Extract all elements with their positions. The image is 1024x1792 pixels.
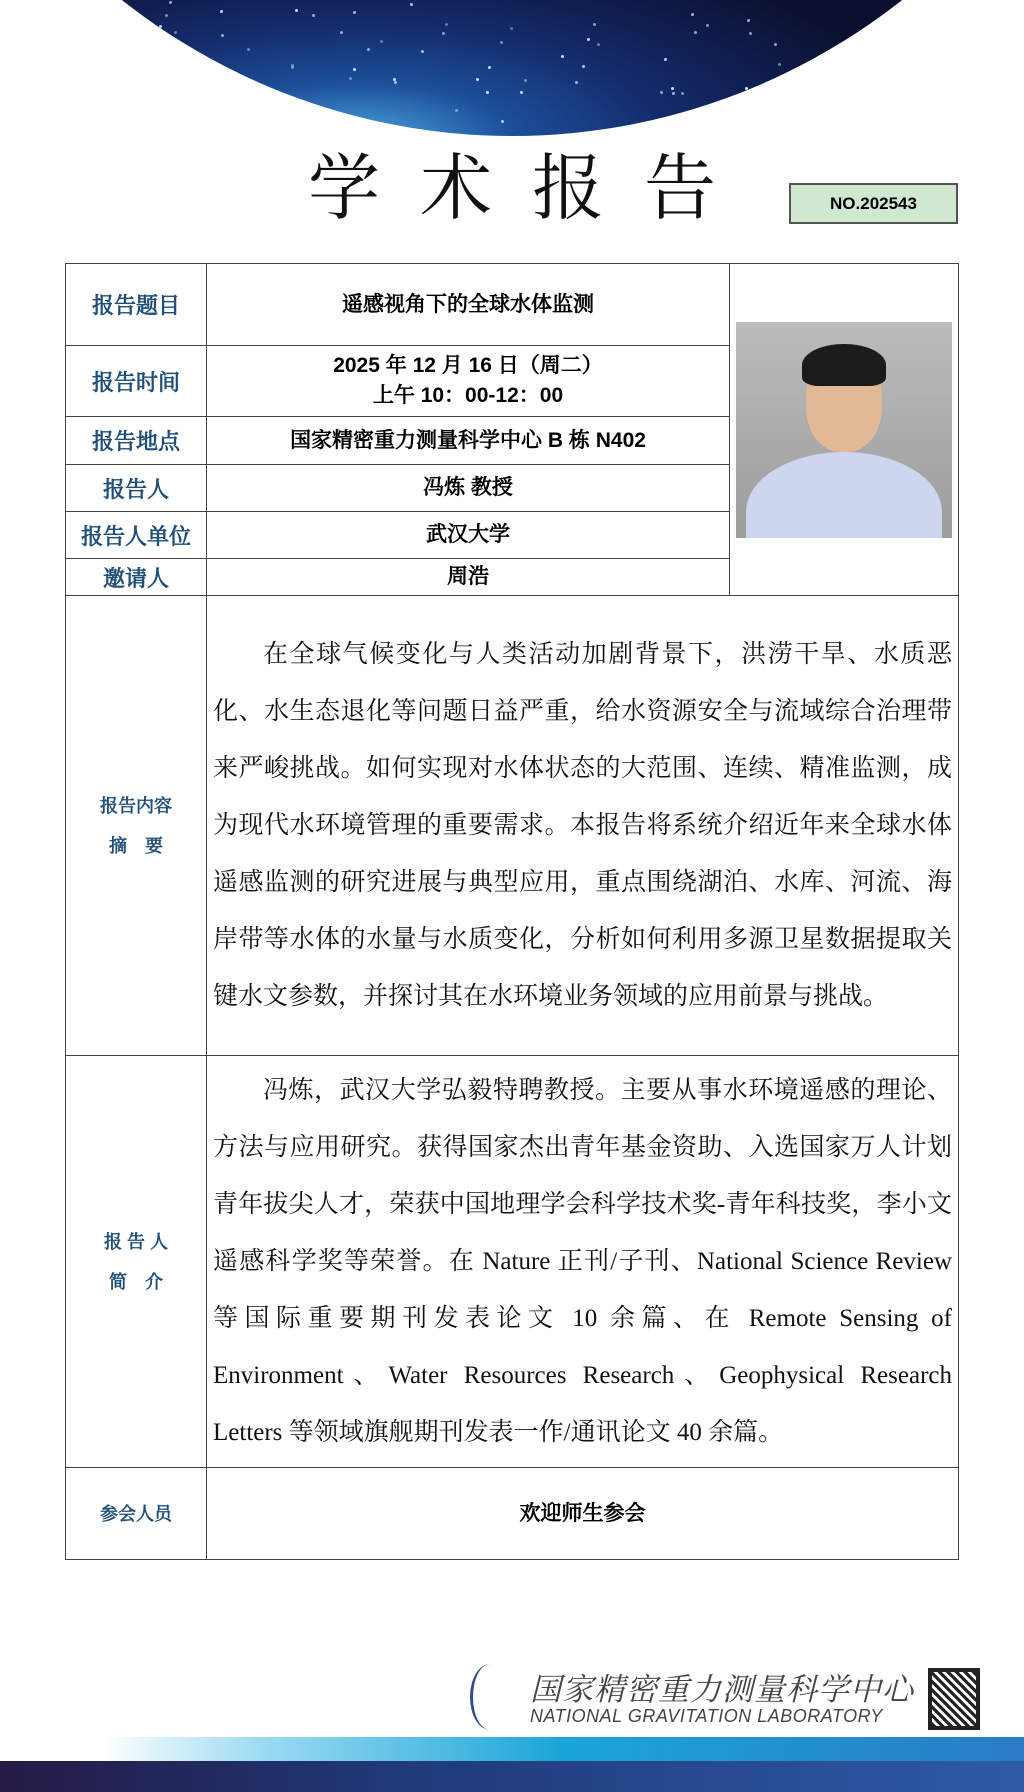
star: [442, 32, 445, 35]
star: [421, 50, 424, 53]
org-name-cn: 国家精密重力测量科学中心: [530, 1672, 914, 1707]
star: [286, 116, 289, 119]
star: [380, 40, 383, 43]
star: [187, 72, 190, 75]
star: [671, 87, 674, 90]
star: [788, 95, 791, 98]
value-date: 2025 年 12 月 16 日（周二）: [333, 354, 603, 377]
star: [220, 10, 223, 13]
row-bio: [66, 1056, 959, 1468]
star: [312, 14, 315, 17]
star: [660, 91, 663, 94]
label-time: 报告时间: [66, 346, 207, 417]
value-location: 国家精密重力测量科学中心 B 栋 N402: [207, 417, 730, 465]
value-hours: 上午 10：00-12：00: [372, 384, 564, 407]
footer-band-light: [0, 1737, 1024, 1761]
star: [394, 81, 397, 84]
value-attendees: 欢迎师生参会: [207, 1468, 959, 1560]
star: [747, 19, 750, 22]
abstract-text: [207, 596, 959, 1056]
star: [962, 109, 965, 112]
logo-arc-icon: [470, 1664, 510, 1730]
star: [10, 7, 13, 10]
star: [122, 110, 125, 113]
star: [524, 79, 527, 82]
label-bio-line1: 报 告 人: [103, 1231, 168, 1252]
star: [221, 34, 224, 37]
star: [520, 91, 523, 94]
star: [295, 111, 298, 114]
label-bio: [66, 1056, 207, 1468]
star: [87, 117, 90, 120]
star: [943, 17, 946, 20]
label-affiliation: 报告人单位: [66, 512, 207, 559]
star: [196, 79, 199, 82]
star: [205, 69, 208, 72]
star: [865, 38, 868, 41]
star: [672, 92, 675, 95]
star: [8, 81, 11, 84]
star: [501, 120, 504, 123]
star: [587, 38, 590, 41]
star: [874, 89, 877, 92]
star: [575, 81, 578, 84]
bio-paragraph: 冯炼，武汉大学弘毅特聘教授。主要从事水环境遥感的理论、方法与应用研究。获得国家杰出青年基金资助、入选国家万人计划青年拔尖人才，荣获中国地理学会科学技术奖-青年科技奖，李小文遥感科学奖等荣誉。在 Nature 正刊/子刊、National Science Review 等国际重要期刊发表论文 10 余篇、在 Remote Sensing of Environment、Water Resources Research、Geophysical Research Letters 等领域旗舰期刊发表一作/通讯论文 40 余篇。: [213, 1077, 952, 1446]
page-title: 学术报告: [307, 146, 756, 230]
star: [802, 118, 805, 121]
report-info-table: [65, 263, 959, 1560]
row-attendees: [66, 1468, 959, 1560]
star: [445, 23, 448, 26]
bio-text: [207, 1056, 959, 1468]
star: [410, 3, 413, 6]
star: [11, 91, 14, 94]
star: [664, 58, 667, 61]
star: [476, 78, 479, 81]
star: [199, 90, 202, 93]
star: [597, 43, 600, 46]
org-logo: [470, 1664, 920, 1730]
value-time: [207, 346, 730, 417]
label-attendees: 参会人员: [66, 1468, 207, 1560]
star: [745, 87, 748, 90]
star: [749, 32, 752, 35]
label-abstract-line2: 摘 要: [109, 835, 163, 856]
star: [84, 3, 87, 6]
label-location: 报告地点: [66, 417, 207, 465]
org-name-en: NATIONAL GRAVITATION LABORATORY: [530, 1706, 883, 1726]
star: [17, 32, 20, 35]
star: [488, 66, 491, 69]
star: [820, 85, 823, 88]
star: [706, 24, 709, 27]
star: [691, 13, 694, 16]
star: [115, 79, 118, 82]
label-inviter: 邀请人: [66, 559, 207, 596]
star: [944, 114, 947, 117]
star: [510, 27, 513, 30]
report-number-badge: NO.202543: [789, 183, 958, 224]
space-banner-image: [0, 0, 1024, 140]
star: [340, 31, 343, 34]
value-inviter: 周浩: [207, 559, 730, 596]
star: [165, 14, 168, 17]
value-speaker: 冯炼 教授: [207, 465, 730, 512]
star: [169, 1, 172, 4]
star: [727, 102, 730, 105]
star: [561, 55, 564, 58]
value-topic: 遥感视角下的全球水体监测: [207, 264, 730, 346]
star: [15, 1, 18, 4]
speaker-photo-cell: [730, 264, 959, 596]
speaker-photo: [736, 322, 952, 538]
star: [975, 66, 978, 69]
star: [910, 47, 913, 50]
star: [353, 68, 356, 71]
star: [67, 31, 70, 34]
star: [455, 109, 458, 112]
star: [486, 91, 489, 94]
star: [774, 43, 777, 46]
star: [681, 92, 684, 95]
star: [582, 65, 585, 68]
star: [349, 77, 352, 80]
star: [20, 118, 23, 121]
star: [694, 31, 697, 34]
star: [991, 19, 994, 22]
star: [93, 65, 96, 68]
star: [914, 82, 917, 85]
label-topic: 报告题目: [66, 264, 207, 346]
label-abstract: [66, 596, 207, 1056]
row-abstract: [66, 596, 959, 1056]
star: [317, 123, 320, 126]
qr-code-icon: [928, 1668, 980, 1730]
footer-band-dark: [0, 1761, 1024, 1792]
star: [593, 23, 596, 26]
label-speaker: 报告人: [66, 465, 207, 512]
star: [500, 41, 503, 44]
row-topic: [66, 264, 959, 346]
label-abstract-line1: 报告内容: [100, 795, 172, 816]
star: [247, 48, 250, 51]
star: [39, 44, 42, 47]
star: [174, 31, 177, 34]
abstract-paragraph: 在全球气候变化与人类活动加剧背景下，洪涝干旱、水质恶化、水生态退化等问题日益严重，给水资源安全与流域综合治理带来严峻挑战。如何实现对水体状态的大范围、连续、精准监测，成为现代水环境管理的重要需求。本报告将系统介绍近年来全球水体遥感监测的研究进展与典型应用，重点围绕湖泊、水库、河流、海岸带等水体的水量与水质变化，分析如何利用多源卫星数据提取关键水文参数，并探讨其在水环境业务领域的应用前景与挑战。: [213, 641, 952, 1010]
star: [866, 125, 869, 128]
star: [295, 9, 298, 12]
star: [353, 11, 356, 14]
label-bio-line2: 简 介: [109, 1271, 163, 1292]
star: [159, 25, 162, 28]
star: [778, 63, 781, 66]
value-affiliation: 武汉大学: [207, 512, 730, 559]
star: [367, 48, 370, 51]
